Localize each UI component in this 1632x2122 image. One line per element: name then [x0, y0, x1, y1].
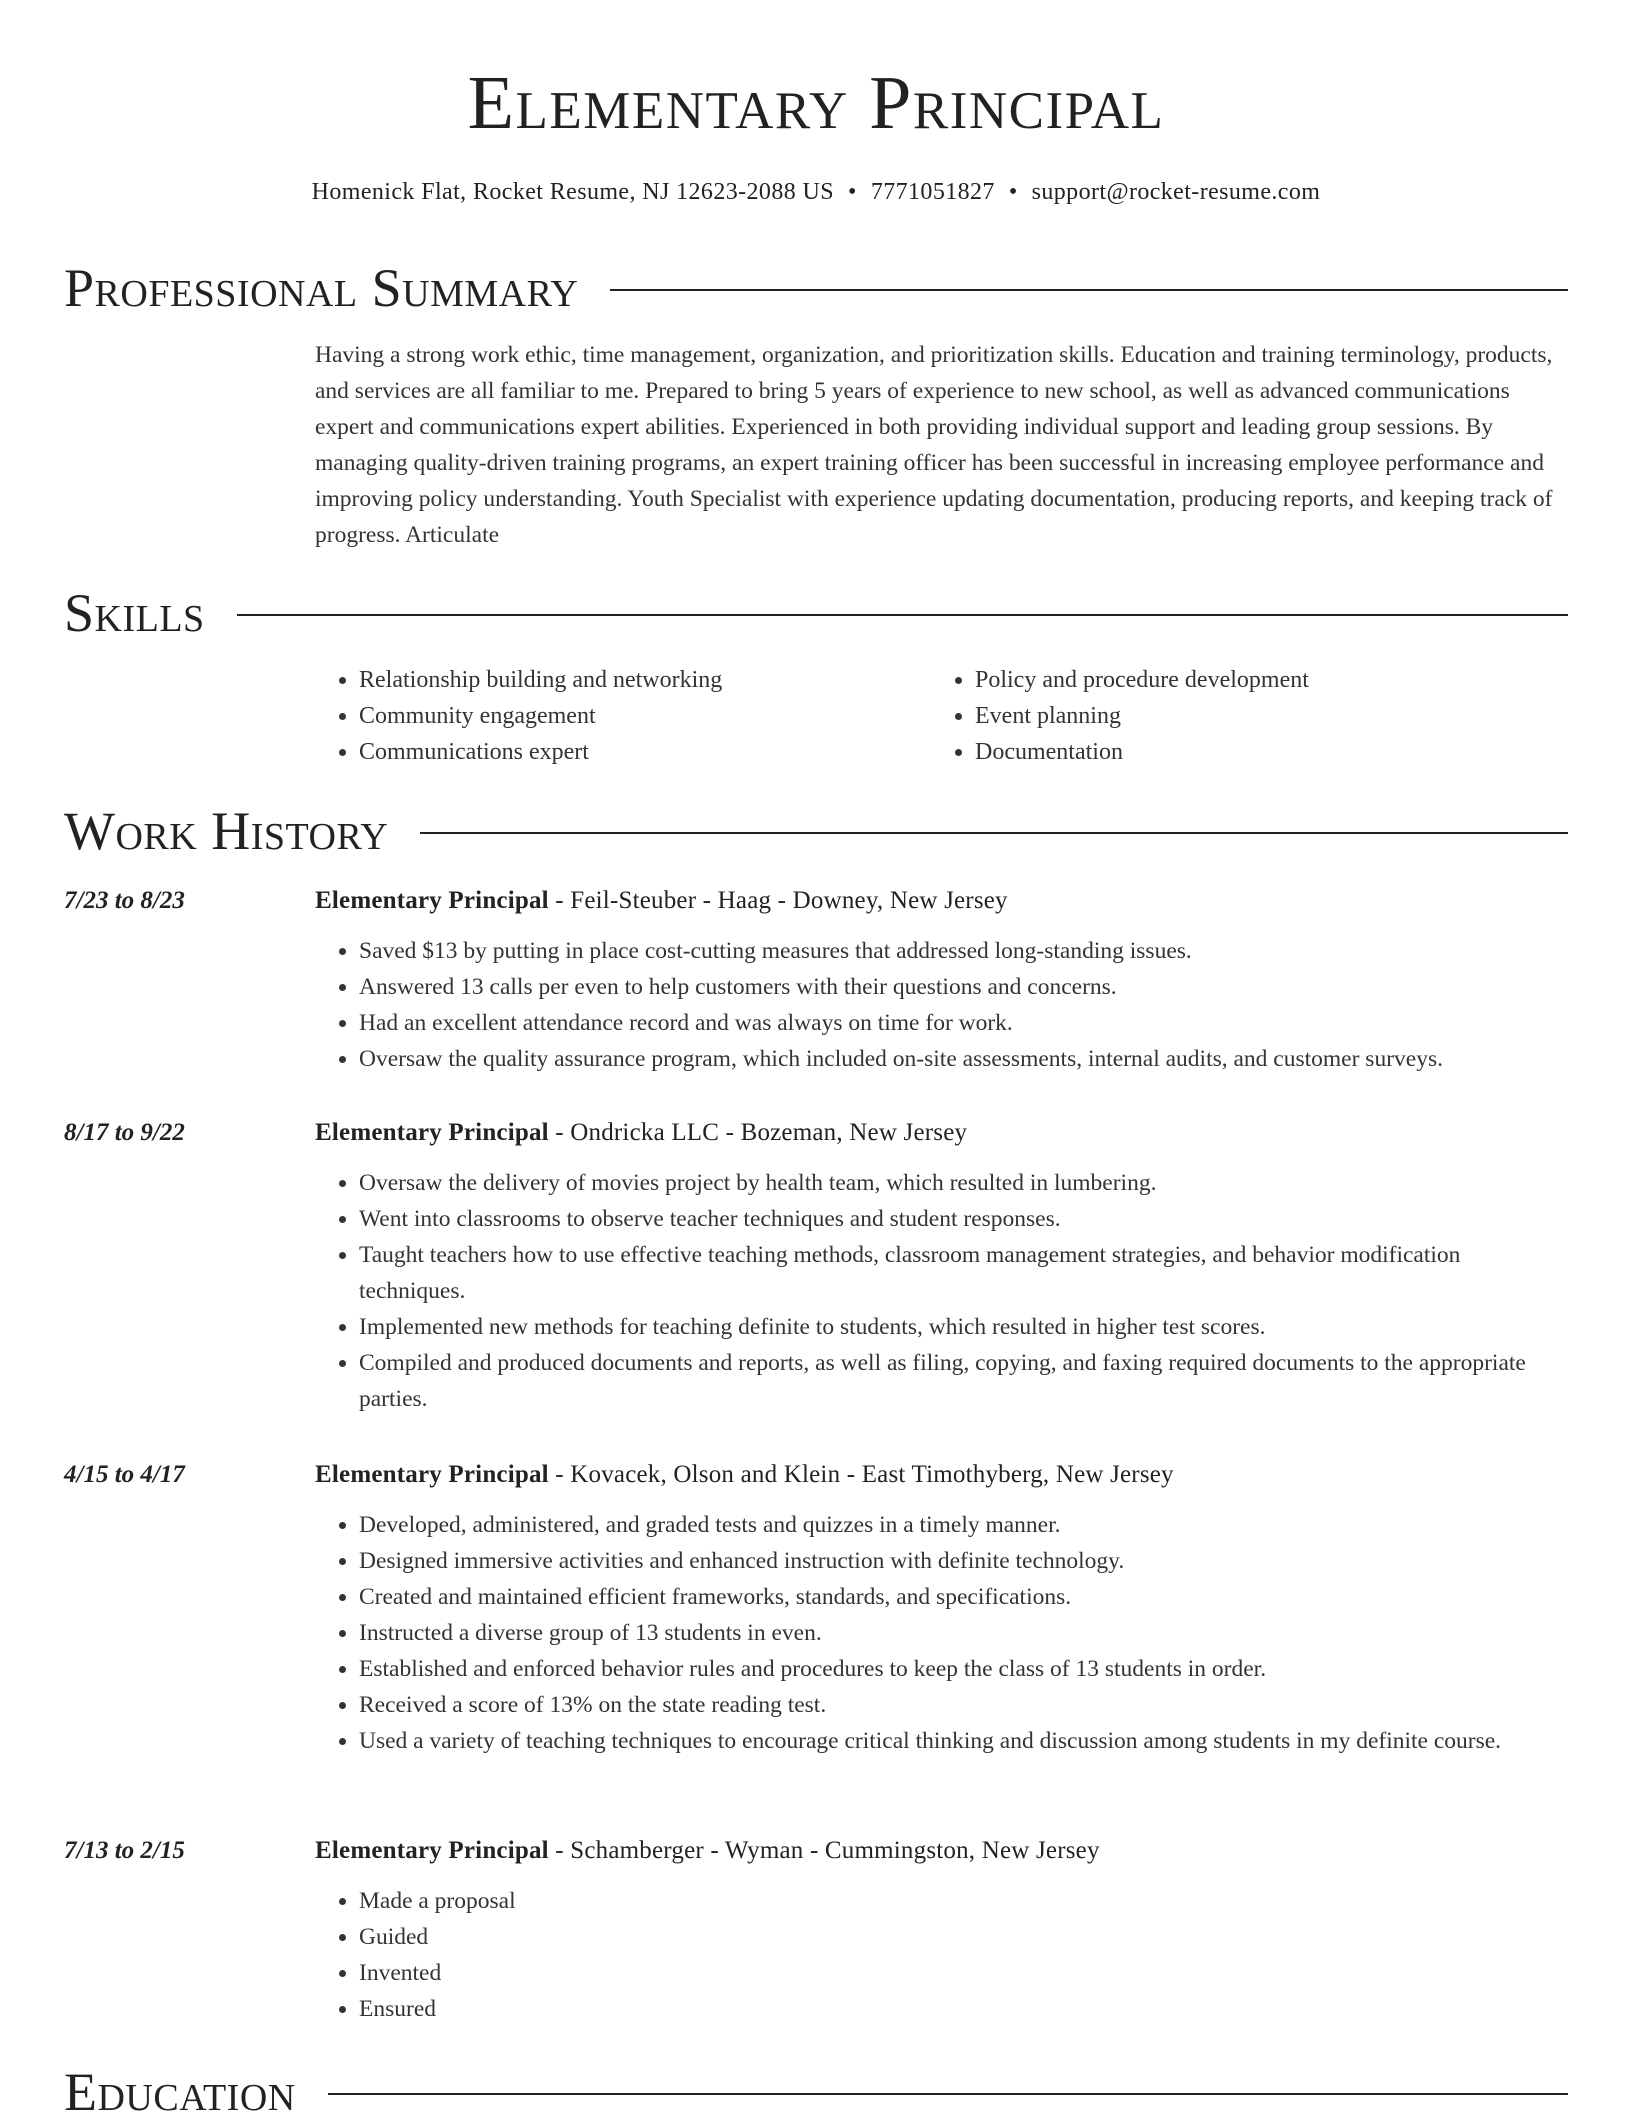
- job-bullet: • Made a proposal: [359, 1883, 1568, 1919]
- skills-column-left: [315, 662, 931, 770]
- job-bullet: • Ensured: [359, 1991, 1568, 2027]
- job-bullet: • Created and maintained efficient frameworks, standards, and specifications.: [359, 1579, 1568, 1615]
- skills-list: [315, 662, 1570, 770]
- job-bullet: • Instructed a diverse group of 13 students in even.: [359, 1615, 1568, 1651]
- contact-separator: •: [1008, 179, 1018, 205]
- job-title: Elementary Principal: [315, 1461, 549, 1488]
- job-title-line: [315, 1457, 1174, 1493]
- skills-column-right: [931, 662, 1547, 770]
- skill-item: • Communications expert: [359, 734, 931, 770]
- summary-text: Having a strong work ethic, time management, organization, and prioritization skills. Education and training terminology, products, and services are all familiar to me. Prepared to bring 5 years of experience to new school, as well as advanced communications expert and communications expert abilities. Experienced in both providing individual support and leading group sessions. By managing quality-driven training programs, an expert training officer has been successful in increasing employee performance and improving policy understanding. Youth Specialist with experience updating documentation, producing reports, and keeping track of progress. Articulate: [315, 342, 1553, 548]
- job-bullet: • Used a variety of teaching techniques to encourage critical thinking and discussion among students in my definite course.: [359, 1723, 1568, 1759]
- job-bullet: • Answered 13 calls per even to help customers with their questions and concerns.: [359, 969, 1568, 1005]
- contact-line: [0, 175, 1632, 209]
- job-title: Elementary Principal: [315, 1119, 549, 1146]
- job-bullet: • Had an excellent attendance record and was always on time for work.: [359, 1005, 1568, 1041]
- job-company-location: - Kovacek, Olson and Klein - East Timothyberg, New Jersey: [548, 1461, 1174, 1488]
- job-title-line: [315, 1833, 1100, 1869]
- section-divider: [610, 289, 1568, 291]
- work-section-title: Work History: [64, 801, 389, 861]
- job-entry: [64, 1115, 1568, 1417]
- job-bullet: • Went into classrooms to observe teacher techniques and student responses.: [359, 1201, 1568, 1237]
- job-bullet: • Invented: [359, 1955, 1568, 1991]
- job-title: Elementary Principal: [315, 887, 549, 914]
- section-divider: [420, 832, 1568, 834]
- contact-separator: •: [848, 179, 857, 205]
- skill-item: • Event planning: [975, 698, 1547, 734]
- education-section-title: Education: [64, 2062, 296, 2122]
- contact-address: Homenick Flat, Rocket Resume, NJ 12623-2088 US: [311, 179, 835, 205]
- job-header: [64, 883, 1568, 919]
- job-entry: [64, 1833, 1568, 2027]
- job-bullet: • Implemented new methods for teaching definite to students, which resulted in higher test scores.: [359, 1309, 1568, 1345]
- skill-item: • Documentation: [975, 734, 1547, 770]
- contact-phone: 7771051827: [870, 179, 995, 205]
- job-title: Elementary Principal: [315, 1837, 549, 1864]
- job-bullet: • Compiled and produced documents and reports, as well as filing, copying, and faxing required documents to the appropriate parties.: [359, 1345, 1568, 1417]
- section-divider: [237, 614, 1568, 616]
- skill-item: • Relationship building and networking: [359, 662, 931, 698]
- job-header: [64, 1833, 1568, 1869]
- job-bullet: • Oversaw the quality assurance program, which included on-site assessments, internal audits, and customer surveys.: [359, 1041, 1568, 1077]
- job-dates: 4/15 to 4/17: [64, 1461, 185, 1488]
- job-bullets: [315, 1883, 1568, 2027]
- job-company-location: - Schamberger - Wyman - Cummingston, New Jersey: [548, 1837, 1100, 1864]
- work-section-header: [64, 801, 1568, 861]
- job-bullet: • Received a score of 13% on the state reading test.: [359, 1687, 1568, 1723]
- contact-email[interactable]: support@rocket-resume.com: [1031, 179, 1321, 205]
- job-bullet: • Established and enforced behavior rules and procedures to keep the class of 13 students in order.: [359, 1651, 1568, 1687]
- job-bullets: [315, 1165, 1568, 1417]
- job-entry: [64, 1457, 1568, 1759]
- job-header: [64, 1115, 1568, 1151]
- job-dates: 7/13 to 2/15: [64, 1837, 185, 1864]
- resume-name: Elementary Principal: [467, 61, 1165, 145]
- job-bullet: • Designed immersive activities and enhanced instruction with definite technology.: [359, 1543, 1568, 1579]
- education-section-header: [64, 2062, 1568, 2122]
- skill-item: • Policy and procedure development: [975, 662, 1547, 698]
- job-bullets: [315, 933, 1568, 1077]
- summary-section-title: Professional Summary: [64, 258, 579, 318]
- job-bullets: [315, 1507, 1568, 1759]
- job-dates: 7/23 to 8/23: [64, 887, 185, 914]
- job-bullet: • Saved $13 by putting in place cost-cutting measures that addressed long-standing issues.: [359, 933, 1568, 969]
- job-entry: [64, 883, 1568, 1077]
- job-bullet: • Oversaw the delivery of movies project by health team, which resulted in lumbering.: [359, 1165, 1568, 1201]
- skills-section-header: [64, 583, 1568, 643]
- job-company-location: - Ondricka LLC - Bozeman, New Jersey: [548, 1119, 968, 1146]
- job-title-line: [315, 883, 1008, 919]
- job-bullet: • Developed, administered, and graded tests and quizzes in a timely manner.: [359, 1507, 1568, 1543]
- skills-section-title: Skills: [64, 583, 205, 643]
- job-dates: 8/17 to 9/22: [64, 1119, 185, 1146]
- job-bullet: • Guided: [359, 1919, 1568, 1955]
- skill-item: • Community engagement: [359, 698, 931, 734]
- summary-section-header: [64, 258, 1568, 318]
- section-divider: [328, 2093, 1568, 2095]
- job-title-line: [315, 1115, 967, 1151]
- job-header: [64, 1457, 1568, 1493]
- job-company-location: - Feil-Steuber - Haag - Downey, New Jersey: [548, 887, 1008, 914]
- job-bullet: • Taught teachers how to use effective teaching methods, classroom management strategies, and behavior modification techniques.: [359, 1237, 1568, 1309]
